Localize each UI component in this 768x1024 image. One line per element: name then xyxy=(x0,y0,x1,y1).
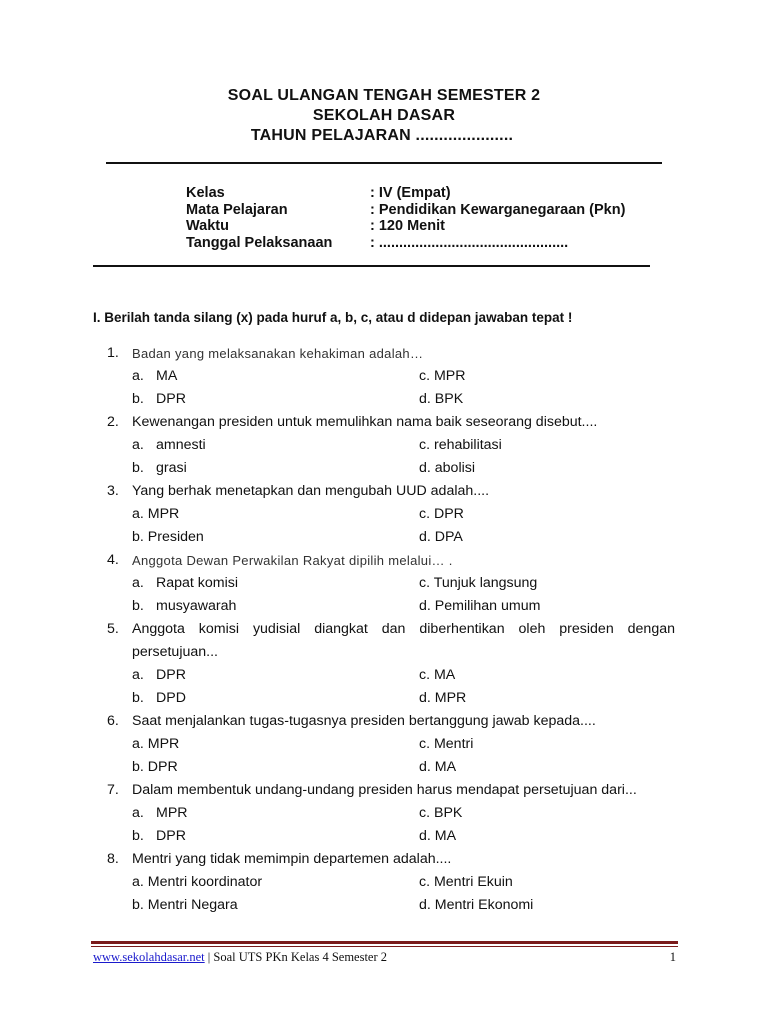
option-a[interactable]: a. MA xyxy=(132,368,178,384)
option-d[interactable]: d. MA xyxy=(419,828,457,844)
footer-divider-thin xyxy=(91,946,678,947)
info-value: : 120 Menit xyxy=(370,218,445,234)
option-a[interactable]: a. MPR xyxy=(132,506,180,522)
footer-text: | Soal UTS PKn Kelas 4 Semester 2 xyxy=(207,950,388,964)
question-list xyxy=(107,342,675,917)
question-text: Dalam membentuk undang-undang presiden harus mendapat persetujuan dari... xyxy=(132,782,637,798)
question-text: Mentri yang tidak memimpin departemen adalah.... xyxy=(132,851,452,867)
question-text: Saat menjalankan tugas-tugasnya presiden bertanggung jawab kepada.... xyxy=(132,713,596,729)
question-number: 5. xyxy=(107,621,119,637)
question-5-continued xyxy=(107,641,675,664)
option-row xyxy=(107,572,675,595)
option-row xyxy=(107,756,675,779)
option-a[interactable]: a. Mentri koordinator xyxy=(132,874,263,890)
question-text: Anggota komisi yudisial diangkat dan diberhentikan oleh presiden dengan xyxy=(132,621,675,637)
option-d[interactable]: d. MPR xyxy=(419,690,467,706)
info-value: : IV (Empat) xyxy=(370,185,451,201)
option-row xyxy=(107,733,675,756)
option-row xyxy=(107,365,675,388)
page-footer xyxy=(93,950,676,965)
option-a[interactable]: a. MPR xyxy=(132,805,188,821)
info-label: Waktu xyxy=(186,218,229,234)
option-d[interactable]: d. DPA xyxy=(419,529,463,545)
info-label: Mata Pelajaran xyxy=(186,201,288,218)
info-label: Kelas xyxy=(186,185,225,201)
option-row xyxy=(107,802,675,825)
option-c[interactable]: c. MA xyxy=(419,667,456,683)
page-number: 1 xyxy=(669,950,676,964)
option-row xyxy=(107,687,675,710)
option-c[interactable]: c. rehabilitasi xyxy=(419,437,502,453)
option-row xyxy=(107,894,675,917)
info-row-tanggal xyxy=(186,235,625,252)
option-c[interactable]: c. MPR xyxy=(419,368,466,384)
option-b[interactable]: b. grasi xyxy=(132,460,187,476)
option-d[interactable]: d. MA xyxy=(419,759,457,775)
question-7 xyxy=(107,779,675,802)
question-text: Yang berhak menetapkan dan mengubah UUD adalah.... xyxy=(132,483,490,499)
option-a[interactable]: a. amnesti xyxy=(132,437,206,453)
option-b[interactable]: b. DPR xyxy=(132,828,186,844)
question-8 xyxy=(107,848,675,871)
option-row xyxy=(107,503,675,526)
info-row-mata-pelajaran xyxy=(186,202,625,219)
info-divider xyxy=(93,265,650,267)
section-instruction: I. Berilah tanda silang (x) pada huruf a, b, c, atau d didepan jawaban tepat ! xyxy=(93,310,573,325)
option-b[interactable]: b. Mentri Negara xyxy=(132,897,238,913)
question-text: Kewenangan presiden untuk memulihkan nama baik seseorang disebut.... xyxy=(132,414,598,430)
question-2 xyxy=(107,411,675,434)
option-a[interactable]: a. DPR xyxy=(132,667,186,683)
option-d[interactable]: d. BPK xyxy=(419,391,464,407)
question-text: Anggota Dewan Perwakilan Rakyat dipilih melalui… . xyxy=(132,553,453,568)
info-row-waktu xyxy=(186,218,625,235)
document-header xyxy=(0,86,768,146)
option-row xyxy=(107,526,675,549)
question-3 xyxy=(107,480,675,503)
option-d[interactable]: d. Pemilihan umum xyxy=(419,598,541,614)
info-value: : ............................................... xyxy=(370,234,569,251)
header-school: SEKOLAH DASAR xyxy=(312,107,456,124)
option-d[interactable]: d. abolisi xyxy=(419,460,475,476)
question-number: 7. xyxy=(107,782,119,798)
option-row xyxy=(107,434,675,457)
header-year: TAHUN PELAJARAN ..................... xyxy=(250,127,514,144)
info-label: Tanggal Pelaksanaan xyxy=(186,234,333,251)
option-b[interactable]: b. DPR xyxy=(132,391,186,407)
info-block xyxy=(186,185,625,251)
question-1 xyxy=(107,342,675,365)
option-b[interactable]: b. Presiden xyxy=(132,529,204,545)
option-d[interactable]: d. Mentri Ekonomi xyxy=(419,897,534,913)
option-row xyxy=(107,595,675,618)
option-a[interactable]: a. MPR xyxy=(132,736,180,752)
option-row xyxy=(107,871,675,894)
header-divider xyxy=(106,162,662,164)
question-4 xyxy=(107,549,675,572)
question-number: 8. xyxy=(107,851,119,867)
option-b[interactable]: b. DPD xyxy=(132,690,186,706)
question-number: 4. xyxy=(107,552,119,568)
option-row xyxy=(107,825,675,848)
option-row xyxy=(107,664,675,687)
option-b[interactable]: b. musyawarah xyxy=(132,598,237,614)
info-row-kelas xyxy=(186,185,625,202)
question-number: 3. xyxy=(107,483,119,499)
info-value: : Pendidikan Kewarganegaraan (Pkn) xyxy=(370,201,626,218)
footer-divider xyxy=(91,941,678,944)
question-text: Badan yang melaksanakan kehakiman adalah… xyxy=(132,346,424,361)
question-number: 6. xyxy=(107,713,119,729)
option-a[interactable]: a. Rapat komisi xyxy=(132,575,239,591)
footer-link[interactable]: www.sekolahdasar.net xyxy=(93,950,205,964)
option-c[interactable]: c. Mentri Ekuin xyxy=(419,874,513,890)
question-5 xyxy=(107,618,675,641)
question-number: 1. xyxy=(107,345,119,361)
option-c[interactable]: c. Mentri xyxy=(419,736,474,752)
header-title: SOAL ULANGAN TENGAH SEMESTER 2 xyxy=(227,87,541,104)
option-row xyxy=(107,457,675,480)
option-c[interactable]: c. BPK xyxy=(419,805,463,821)
option-row xyxy=(107,388,675,411)
question-6 xyxy=(107,710,675,733)
option-c[interactable]: c. Tunjuk langsung xyxy=(419,575,538,591)
question-text: persetujuan... xyxy=(132,644,218,660)
question-number: 2. xyxy=(107,414,119,430)
option-b[interactable]: b. DPR xyxy=(132,759,178,775)
option-c[interactable]: c. DPR xyxy=(419,506,464,522)
